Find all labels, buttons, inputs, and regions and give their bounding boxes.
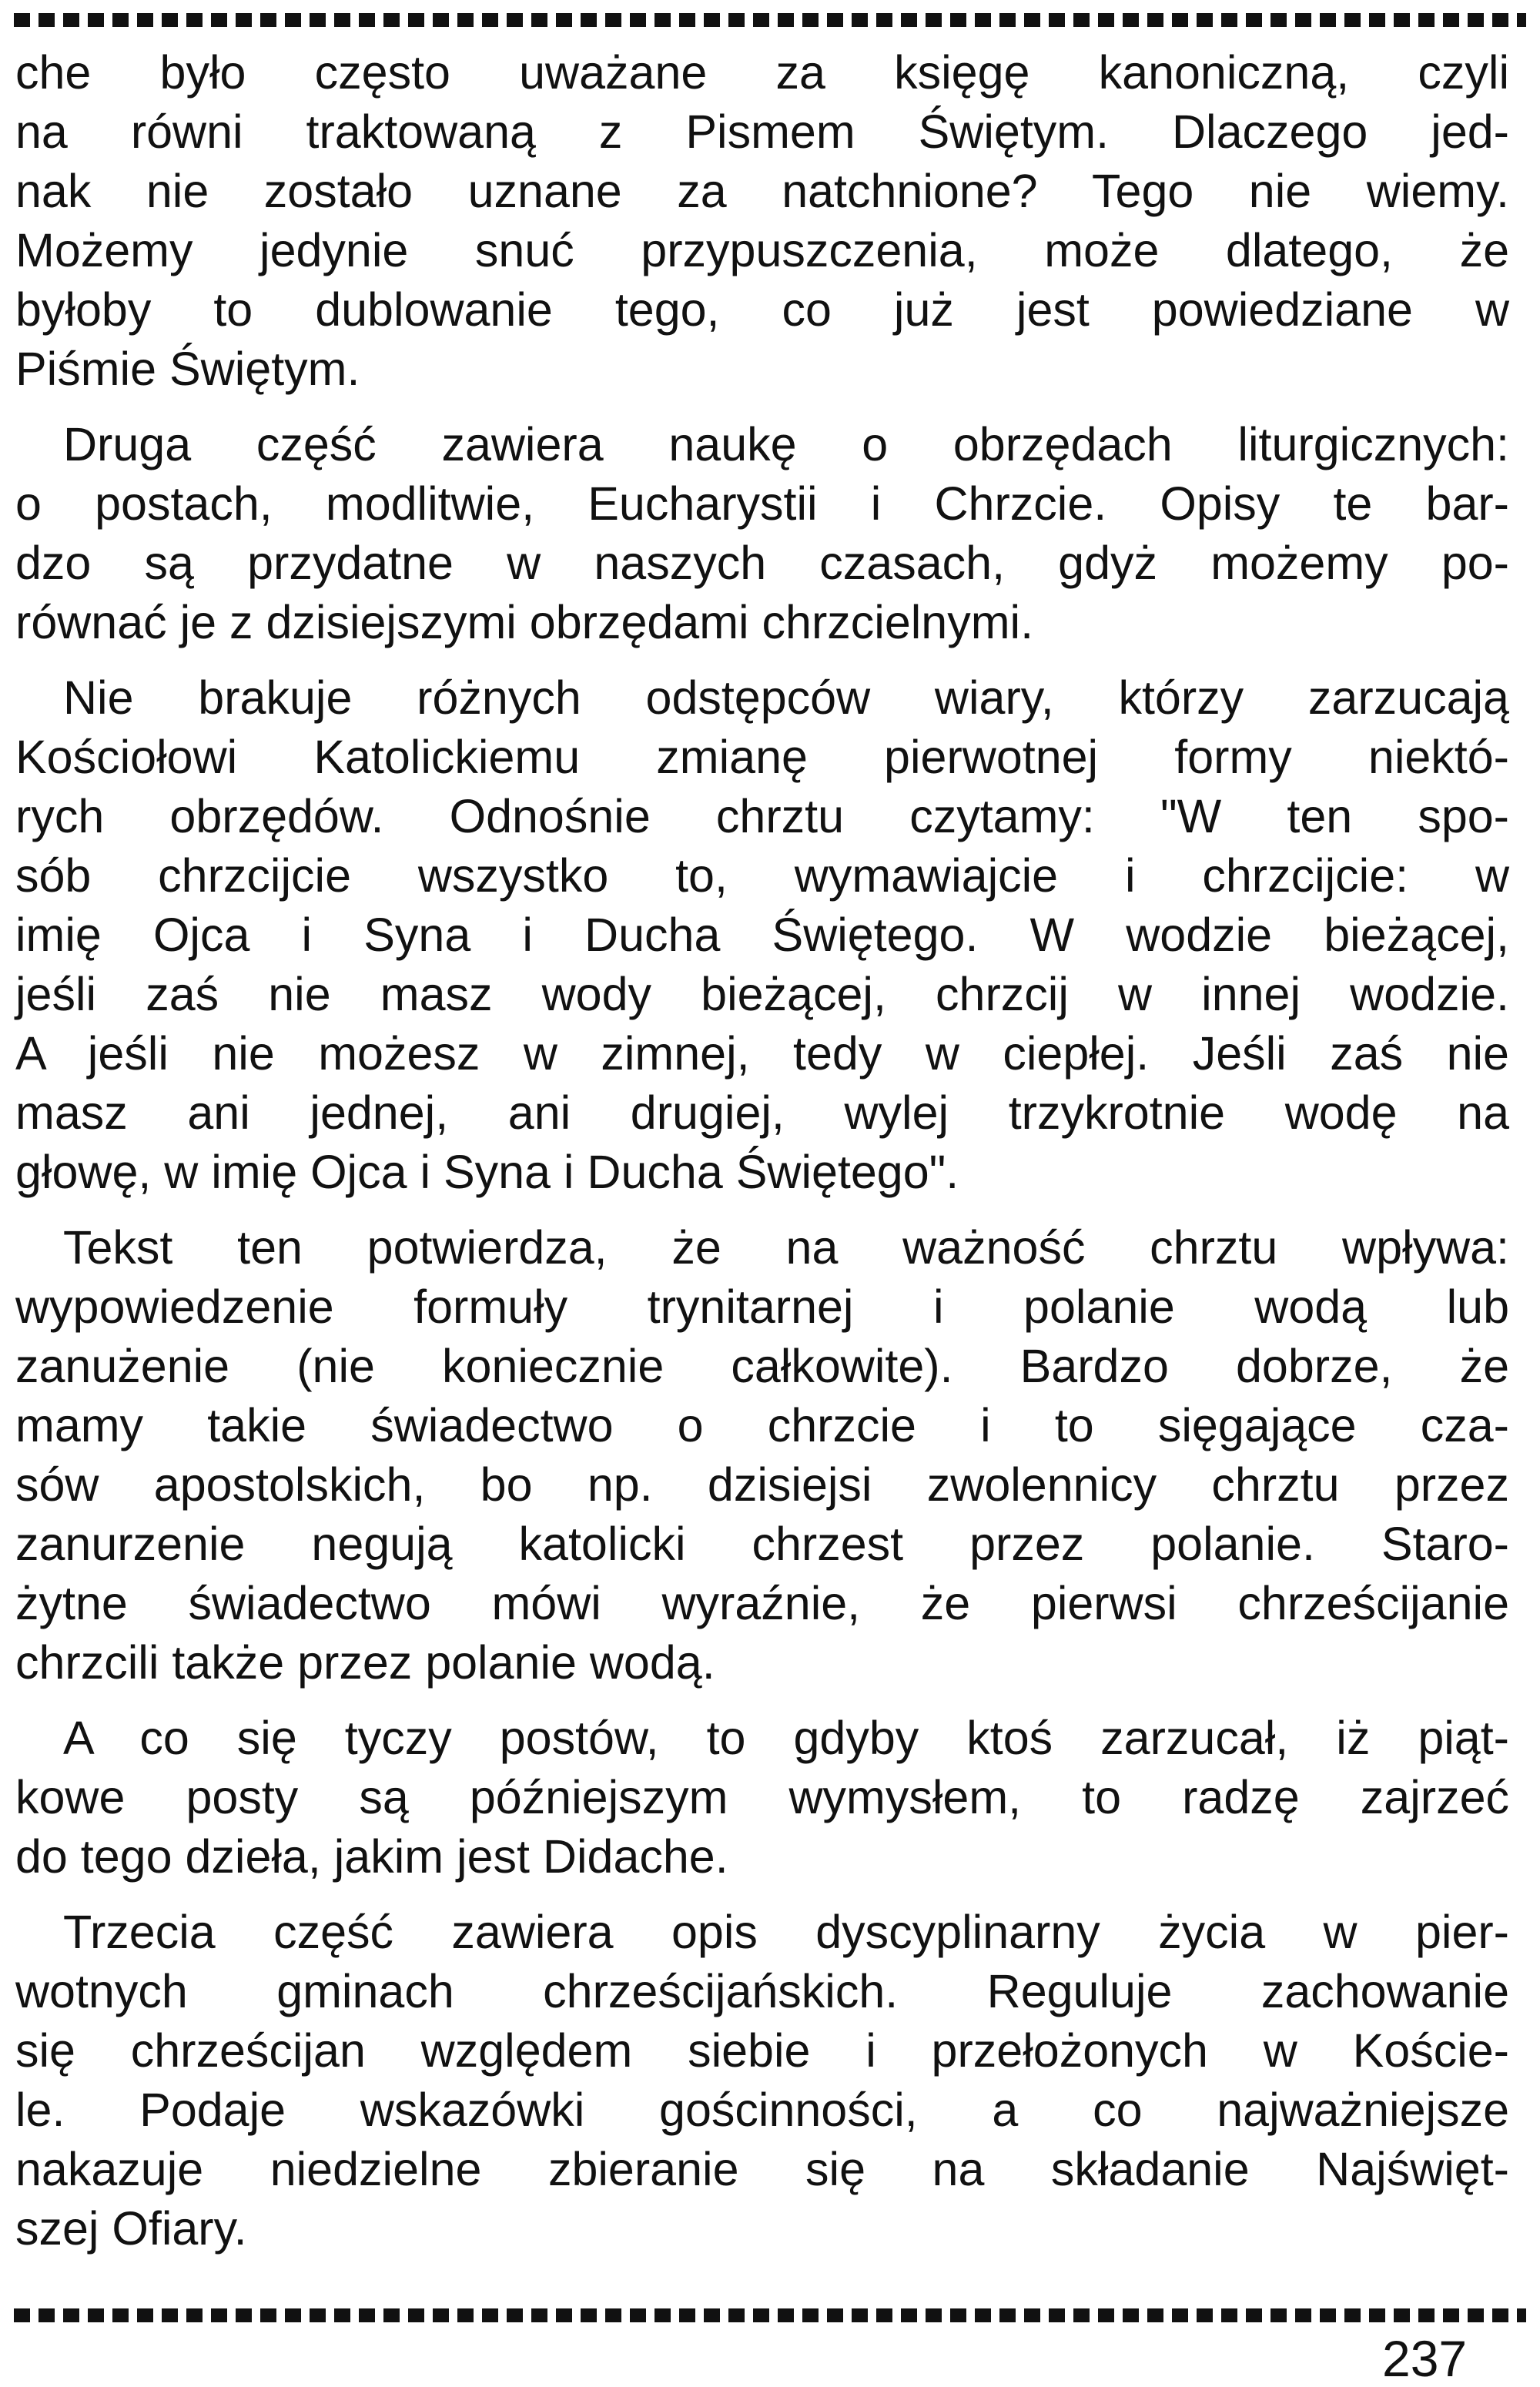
text-line: kowe posty są późniejszym wymysłem, to radzę zajrzeć — [15, 1771, 1509, 1823]
text-line: sób chrzcijcie wszystko to, wymawiajcie i chrzcijcie: w — [15, 849, 1509, 902]
text-line: żytne świadectwo mówi wyraźnie, że pierwsi chrześcijanie — [15, 1577, 1509, 1629]
text-line: byłoby to dublowanie tego, co już jest powiedziane w — [15, 283, 1509, 336]
text-line: Druga część zawiera naukę o obrzędach liturgicznych: — [63, 418, 1509, 470]
text-line: dzo są przydatne w naszych czasach, gdyż możemy po- — [15, 537, 1509, 589]
paragraph — [15, 1218, 1509, 1692]
text-line: Możemy jedynie snuć przypuszczenia, może dlatego, że — [15, 224, 1509, 276]
text-line: nakazuje niedzielne zbieranie się na składanie Najświęt- — [15, 2143, 1509, 2195]
paragraph — [15, 415, 1509, 652]
page-number: 237 — [1382, 2330, 1468, 2387]
text-line: zanużenie (nie koniecznie całkowite). Bardzo dobrze, że — [15, 1340, 1509, 1392]
paragraph — [15, 668, 1509, 1202]
text-line: che było często uważane za księgę kanoniczną, czyli — [15, 46, 1509, 99]
text-line: zanurzenie negują katolicki chrzest przez polanie. Staro- — [15, 1518, 1509, 1570]
text-line: szej Ofiary. — [15, 2202, 247, 2255]
text-line: imię Ojca i Syna i Ducha Świętego. W wodzie bieżącej, — [15, 909, 1509, 961]
text-line: rych obrzędów. Odnośnie chrztu czytamy: "W ten spo- — [15, 790, 1509, 842]
body-text — [15, 43, 1509, 2275]
paragraph — [15, 1709, 1509, 1886]
text-line: A co się tyczy postów, to gdyby ktoś zarzucał, iż piąt- — [63, 1712, 1509, 1764]
text-line: wypowiedzenie formuły trynitarnej i polanie wodą lub — [15, 1281, 1509, 1333]
text-line: masz ani jednej, ani drugiej, wylej trzykrotnie wodę na — [15, 1086, 1509, 1139]
text-line: mamy takie świadectwo o chrzcie i to sięgające cza- — [15, 1399, 1509, 1451]
text-line: równać je z dzisiejszymi obrzędami chrzcielnymi. — [15, 596, 1034, 648]
text-line: Kościołowi Katolickiemu zmianę pierwotnej formy niektó- — [15, 731, 1509, 783]
text-line: jeśli zaś nie masz wody bieżącej, chrzcij w innej wodzie. — [15, 968, 1509, 1020]
text-line: Tekst ten potwierdza, że na ważność chrztu wpływa: — [63, 1221, 1509, 1274]
text-line: wotnych gminach chrześcijańskich. Reguluje zachowanie — [15, 1965, 1509, 2017]
text-line: do tego dzieła, jakim jest Didache. — [15, 1830, 728, 1883]
text-line: sów apostolskich, bo np. dzisiejsi zwolennicy chrztu przez — [15, 1458, 1509, 1511]
text-line: nak nie zostało uznane za natchnione? Tego nie wiemy. — [15, 165, 1509, 217]
text-line: le. Podaje wskazówki gościnności, a co najważniejsze — [15, 2084, 1509, 2136]
text-line: na równi traktowaną z Pismem Świętym. Dlaczego jed- — [15, 105, 1509, 158]
text-line: się chrześcijan względem siebie i przełożonych w Koście- — [15, 2024, 1509, 2077]
text-line: Nie brakuje różnych odstępców wiary, którzy zarzucają — [63, 671, 1509, 724]
paragraph — [15, 43, 1509, 399]
paragraph — [15, 1903, 1509, 2258]
text-line: Trzecia część zawiera opis dyscyplinarny życia w pier- — [63, 1906, 1509, 1958]
top-decorative-rule — [14, 13, 1526, 27]
bottom-decorative-rule — [14, 2308, 1526, 2322]
text-line: chrzcili także przez polanie wodą. — [15, 1636, 715, 1689]
text-line: o postach, modlitwie, Eucharystii i Chrzcie. Opisy te bar- — [15, 477, 1509, 530]
text-line: głowę, w imię Ojca i Syna i Ducha Świętego". — [15, 1146, 959, 1198]
text-line: Piśmie Świętym. — [15, 343, 360, 395]
text-line: A jeśli nie możesz w zimnej, tedy w ciepłej. Jeśli zaś nie — [15, 1027, 1509, 1080]
